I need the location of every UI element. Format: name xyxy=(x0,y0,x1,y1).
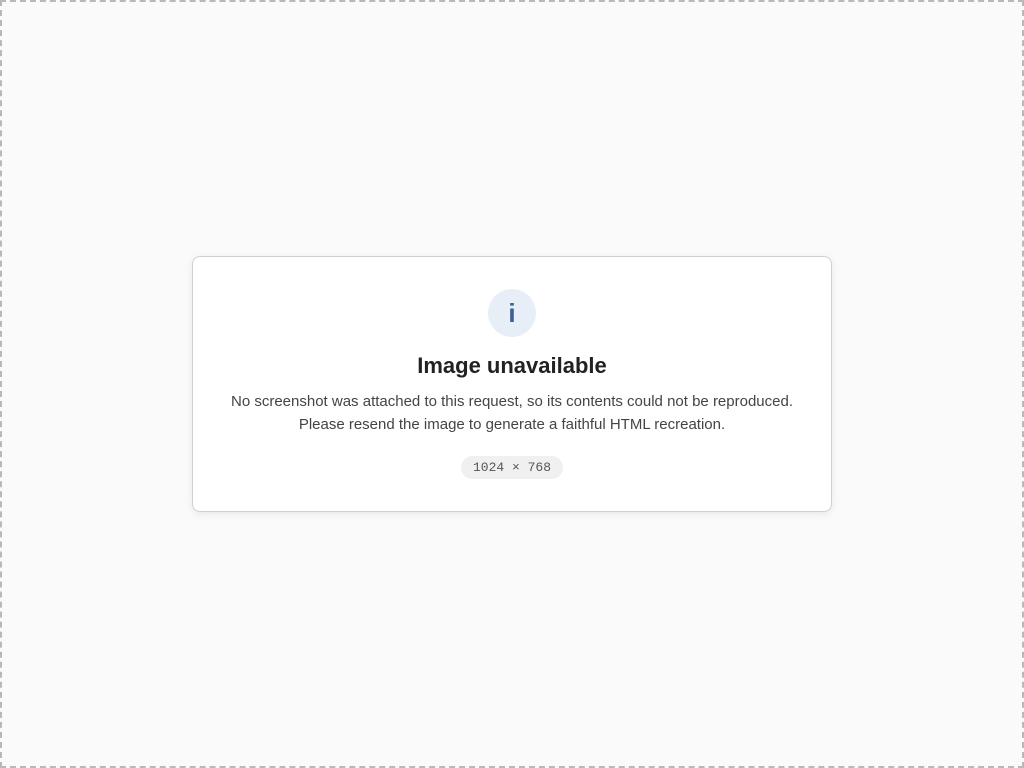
info-icon: i xyxy=(488,289,536,337)
notice-message: No screenshot was attached to this request, so its contents could not be reproduced. Please resend the image to generate a faithful HTML recreation. xyxy=(231,393,793,433)
missing-image-notice xyxy=(192,256,832,512)
target-size-badge: 1024 × 768 xyxy=(461,456,563,479)
notice-title: Image unavailable xyxy=(417,353,607,378)
